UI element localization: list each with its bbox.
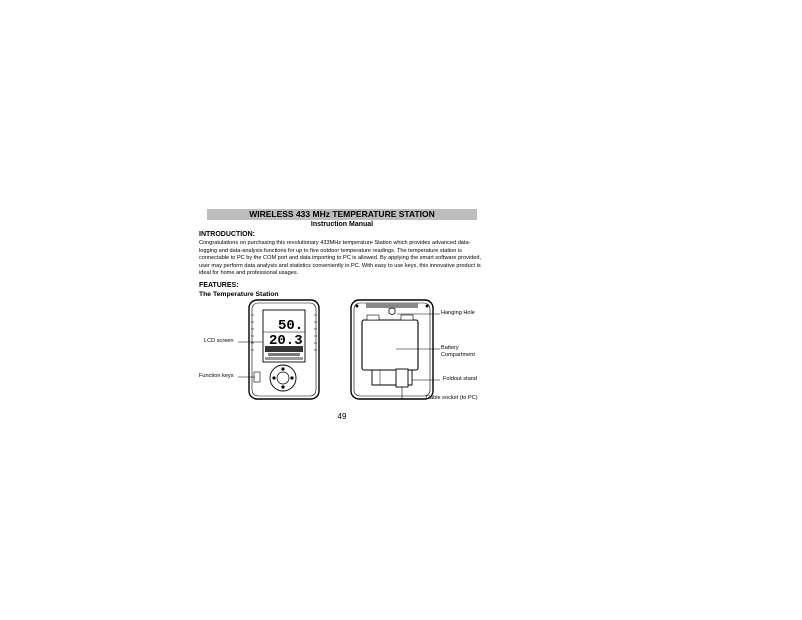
document-subtitle: Instruction Manual <box>310 221 374 228</box>
hanging-hole-label: Hanging Hole <box>441 310 475 316</box>
page-number: 49 <box>337 412 347 421</box>
lcd-bottom-reading: 20.3 <box>269 333 303 349</box>
back-unit-drawing <box>351 300 433 399</box>
introduction-paragraph: Congratulations on purchasing this revolutionary 433MHz temperature Station which provides advanced data-logging and data-analysis functions for up to five outdoor temperature readings. The temperature station is connectable to PC by the COM port and data importing to PC is allowed. By applying the smart software provided, user may perform data analysis and statistics conveniently in PC. With easy to use keys, this innovative product is ideal for home and professional usages. <box>199 240 482 277</box>
battery-label-line2: Compartment <box>441 352 475 358</box>
features-subheading: The Temperature Station <box>199 291 279 298</box>
lcd-screen-label: LCD screen <box>204 338 234 344</box>
cable-socket-label: Cable socket (to PC) <box>426 395 478 401</box>
features-heading: FEATURES: <box>199 282 239 289</box>
battery-label-line1: Battery <box>441 345 459 351</box>
introduction-heading: INTRODUCTION: <box>199 231 255 238</box>
foldout-stand-label: Foldout stand <box>443 376 477 382</box>
function-keys-label: Function keys <box>199 373 234 379</box>
document-title: WIRELESS 433 MHz TEMPERATURE STATION <box>207 209 477 220</box>
lcd-top-reading: 50. <box>278 318 304 334</box>
front-unit-drawing <box>249 300 319 399</box>
